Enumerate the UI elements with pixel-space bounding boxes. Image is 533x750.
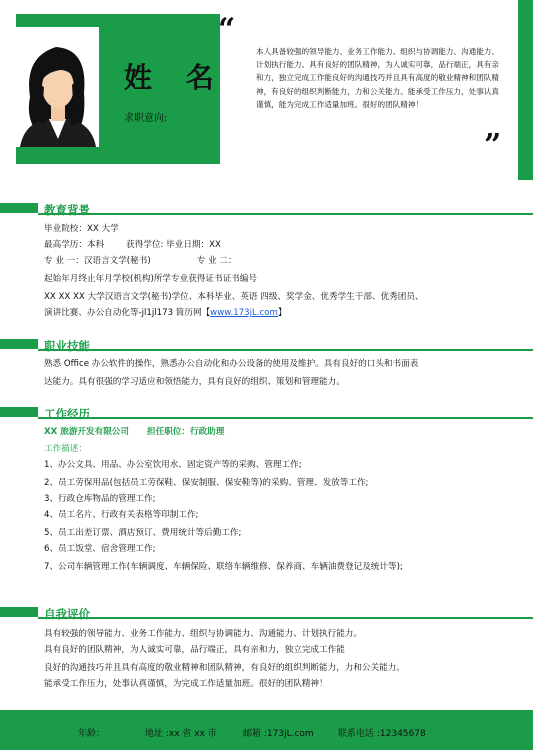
work-item: 4、员工名片、行政有关表格等印制工作; xyxy=(44,510,199,520)
footer-age: 年龄： xyxy=(78,729,106,739)
work-company: XX 旅游开发有限公司 xyxy=(44,427,129,437)
quote-open-mark: “ xyxy=(218,12,236,47)
work-item: 6、员工饭堂、宿舍管理工作; xyxy=(44,544,156,554)
self-line: 良好的沟通技巧并且具有高度的敬业精神和团队精神，有良好的组织判断能力，力和公关能力。 xyxy=(44,663,405,673)
section-title-skills: 职业技能 xyxy=(44,339,90,353)
section-divider-self xyxy=(38,617,533,619)
footer-address: 地址 :xx 省 xx 市 xyxy=(145,729,217,739)
work-item: 5、员工出差订票、酒店预订、费用统计等后勤工作; xyxy=(44,528,242,538)
edu-detail-2 xyxy=(44,306,286,318)
edu-degree-row xyxy=(44,238,221,250)
edu-detail-1: XX XX XX 大学汉语言文学(秘书)学位、本科毕业、英语 四级、奖学金、优秀学生干部、优秀团员、 xyxy=(44,292,424,302)
section-divider-skills xyxy=(38,349,533,351)
summary-text: 本人具备较强的领导能力、业务工作能力、组织与协调能力、沟通能力、计划执行能力。具有良好的团队精神，为人诚实可靠，品行端正，具有亲和力，独立完成工作能良好的沟通技巧并且具有高度的敬业精神和团队精神，有良好的组织判断能力，力和公关能力。能承受工作压力，处事认真谨慎，能为完成工作适量加班。很好的团队精神！ xyxy=(256,47,499,109)
section-bar-self xyxy=(0,607,38,617)
skills-line-1: 熟悉 Office 办公软件的操作，熟悉办公自动化和办公设备的使用及维护。具有良好的口头和书面表 xyxy=(44,359,419,369)
self-line: 具有良好的团队精神，为人诚实可靠，品行端正，具有亲和力，独立完成工作能 xyxy=(44,645,345,655)
edu-major-row xyxy=(44,254,237,266)
job-intention-label: 求职意向: xyxy=(124,113,168,124)
edu-degree-obtained: 获得学位: 毕业日期：XX xyxy=(126,240,221,250)
edu-major-a: 专 业 一：汉语言文学(秘书) xyxy=(44,256,151,266)
work-item: 3、行政仓库物品的管理工作; xyxy=(44,494,156,504)
section-bar-education xyxy=(0,203,38,213)
footer-phone: 联系电话 :12345678 xyxy=(338,729,426,739)
work-desc-label: 工作描述： xyxy=(44,444,87,454)
edu-degree: 最高学历：本科 xyxy=(44,240,105,250)
section-divider-work xyxy=(38,417,533,419)
profile-photo xyxy=(16,27,99,147)
self-line: 能承受工作压力，处事认真谨慎，为完成工作适量加班。很好的团队精神！ xyxy=(44,679,328,689)
work-item: 1、办公文具、用品、办公室饮用水、固定资产等的采购、管理工作; xyxy=(44,460,302,470)
work-company-row xyxy=(44,425,224,437)
footer-email: 邮箱 :173jL.com xyxy=(243,729,314,739)
edu-school: 毕业院校：XX 大学 xyxy=(44,224,119,234)
work-item: 7、公司车辆管理工作(车辆调度、车辆保险、联络车辆维修、保养商、车辆油费登记及统计等); xyxy=(44,562,403,572)
quote-close-mark: ” xyxy=(484,128,502,163)
name-title: 姓 名 xyxy=(124,61,226,94)
work-item: 2、员工劳保用品(包括员工劳保鞋、保安制服、保安鞋等)的采购、管理、发放等工作; xyxy=(44,478,369,488)
avatar-icon xyxy=(16,27,99,147)
footer-bar xyxy=(0,710,533,750)
edu-detail-2-text: 演讲比赛、办公自动化等-jl1jl173 简历网【 xyxy=(44,308,211,318)
section-title-work: 工作经历 xyxy=(44,407,90,421)
section-bar-skills xyxy=(0,339,38,349)
edu-major-b: 专 业 二： xyxy=(196,256,237,266)
edu-detail-2-end: 】 xyxy=(277,308,287,318)
section-divider-education xyxy=(38,213,533,215)
right-accent-bar xyxy=(518,0,533,180)
resume-site-link[interactable]: www.173jL.com xyxy=(210,308,278,318)
skills-line-2: 达能力。具有很强的学习适应和领悟能力，具有良好的组织、策划和管理能力。 xyxy=(44,377,345,387)
section-title-self: 自我评价 xyxy=(44,607,90,621)
self-line: 具有较强的领导能力、业务工作能力、组织与协调能力、沟通能力、计划执行能力。 xyxy=(44,629,362,639)
section-bar-work xyxy=(0,407,38,417)
section-title-education: 教育背景 xyxy=(44,203,90,217)
work-position: 担任职位：行政助理 xyxy=(147,427,225,437)
edu-cert: 起始年月终止年月学校(机构)所学专业获得证书证书编号 xyxy=(44,274,257,284)
